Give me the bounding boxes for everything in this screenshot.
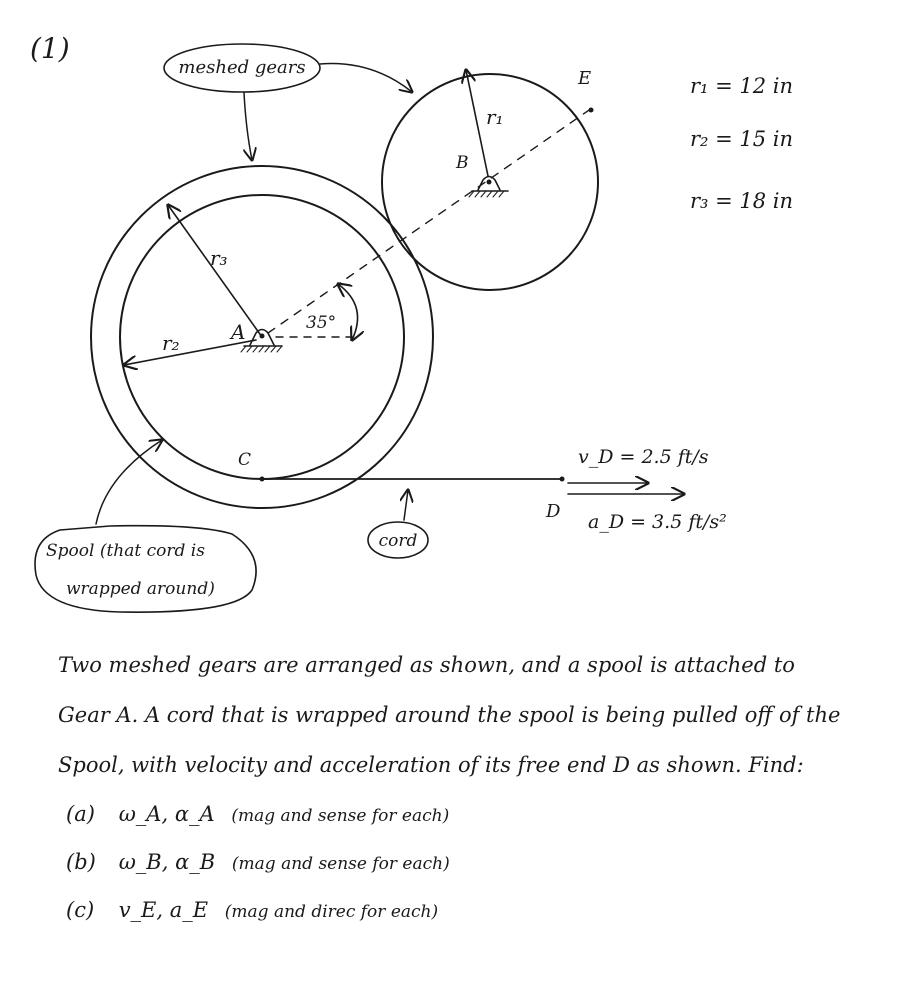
problem-parts [66,790,866,934]
spool-callout-line1: Spool (that cord is [46,541,205,561]
radius-r3 [168,205,262,337]
part-c-label: (c) [66,898,95,922]
problem-line-3: Spool, with velocity and acceleration of its free end D as shown. Find: [58,753,804,777]
pin-support-a [241,330,282,353]
given-r1: r₁ = 12 in [690,74,794,98]
cord-pointer [404,490,408,520]
angle-label: 35° [306,313,337,333]
part-b-label: (b) [66,850,96,874]
meshed-gears-pointer-b [320,64,412,92]
part-a-label: (a) [66,802,95,826]
label-r2: r₂ [162,331,180,355]
pin-support-b [469,177,508,198]
point-c [260,477,265,482]
radius-r1 [466,70,488,176]
given-r2: r₂ = 15 in [690,127,794,151]
spool-pointer [96,440,162,524]
label-d: D [546,501,561,522]
part-c-quantities: v_E, a_E [118,898,209,922]
point-d [560,477,565,482]
problem-line-1: Two meshed gears are arranged as shown, and a spool is attached to [58,653,795,677]
part-b [66,838,866,886]
spool-callout-bubble [35,526,256,612]
angle-arc [338,284,358,340]
problem-statement [58,640,888,790]
acceleration-label: a_D = 3.5 ft/s² [588,511,727,533]
label-e: E [578,68,592,89]
part-c [66,886,866,934]
part-a-quantities: ω_A, α_A [118,802,215,826]
velocity-label: v_D = 2.5 ft/s [578,446,709,468]
given-r3: r₃ = 18 in [690,189,794,213]
line-of-centers [268,108,592,333]
label-r1: r₁ [486,105,504,129]
problem-number: (1) [30,32,70,65]
part-b-quantities: ω_B, α_B [118,850,216,874]
label-a: A [231,320,246,344]
part-a [66,790,866,838]
label-b: B [456,153,469,173]
meshed-gears-callout: meshed gears [178,57,306,78]
problem-line-2: Gear A. A cord that is wrapped around the spool is being pulled off of the [58,703,841,727]
label-r3: r₃ [210,246,228,270]
cord-callout: cord [378,531,418,551]
label-c: C [238,450,252,470]
part-a-note: (mag and sense for each) [231,806,450,826]
point-e [589,108,594,113]
part-b-note: (mag and sense for each) [231,854,450,874]
part-c-note: (mag and direc for each) [224,902,439,922]
meshed-gears-pointer-a [244,93,252,160]
spool-callout-line2: wrapped around) [66,579,215,599]
